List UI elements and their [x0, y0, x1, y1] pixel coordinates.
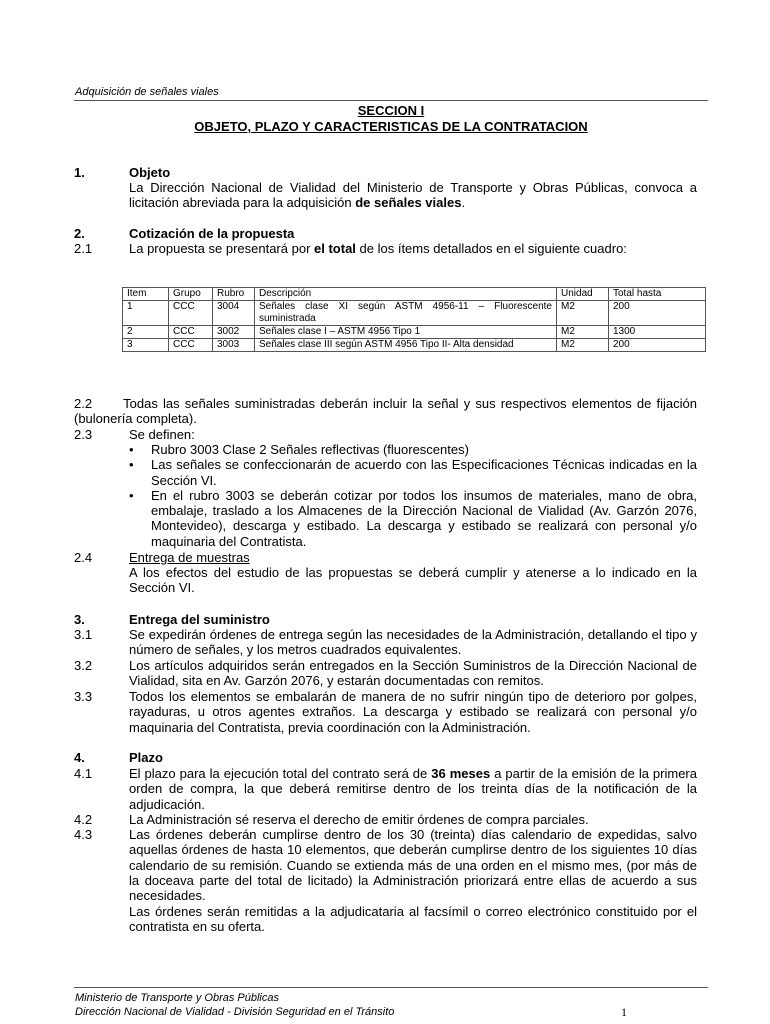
s21-paragraph [129, 241, 709, 256]
table-row [123, 301, 706, 326]
col-header-rubro: Rubro [213, 288, 255, 301]
col-header-item: Item [123, 288, 169, 301]
footer-division: Dirección Nacional de Vialidad - División Seguridad en el Tránsito [75, 1006, 395, 1018]
s4-number: 4. [74, 750, 85, 765]
cell-total: 1300 [609, 326, 706, 339]
cell-grupo: CCC [169, 326, 213, 339]
s2-heading: Cotización de la propuesta [129, 226, 295, 241]
list-item: • En el rubro 3003 se deberán cotizar por todos los insumos de materiales, mano de obra, embalaje, traslado a los Almacenes de la Dirección Nacional de Vialidad (Av. Garzón 2076, Montevideo), descarga y estibado. La descarga y estibado se realizará con personal y/o maquinaria del Contratista. [129, 488, 697, 549]
items-table [122, 287, 706, 352]
list-item: • Rubro 3003 Clase 2 Señales reflectivas (fluorescentes) [129, 442, 697, 457]
table-row [123, 339, 706, 352]
s22-text: Todas las señales suministradas deberán incluir la señal y sus respectivos elementos de fijación (bulonería completa). [74, 396, 697, 427]
s3-number: 3. [74, 612, 85, 627]
s23-number: 2.3 [74, 427, 93, 442]
s41-paragraph [129, 766, 697, 812]
s31-paragraph: Se expedirán órdenes de entrega según las necesidades de la Administración, detallando el tipo y número de señales, y los metros cuadrados equivalentes. [129, 627, 697, 658]
s42-paragraph: La Administración sé reserva el derecho de emitir órdenes de compra parciales. [129, 812, 589, 827]
s41-text-a: El plazo para la ejecución total del contrato será de [129, 766, 432, 781]
s24-number: 2.4 [74, 550, 93, 565]
cell-total: 200 [609, 301, 706, 326]
s1-text-a: La Dirección Nacional de Vialidad del Ministerio de Transporte y Obras Públicas, convoca a licitación abreviada para la adquisición [129, 180, 697, 211]
s41-number: 4.1 [74, 766, 93, 781]
footer-rule [74, 987, 708, 988]
s33-number: 3.3 [74, 689, 93, 704]
cell-grupo: CCC [169, 301, 213, 326]
cell-rubro: 3002 [213, 326, 255, 339]
section-title: OBJETO, PLAZO Y CARACTERISTICAS DE LA CONTRATACION [194, 119, 588, 134]
s43-number: 4.3 [74, 827, 93, 842]
s32-paragraph: Los artículos adquiridos serán entregados en la Sección Suministros de la Dirección Nacional de Vialidad, sita en Av. Garzón 2076, y estarán documentadas con remitos. [129, 658, 697, 689]
col-header-grupo: Grupo [169, 288, 213, 301]
cell-item: 2 [123, 326, 169, 339]
cell-rubro: 3004 [213, 301, 255, 326]
s24-heading: Entrega de muestras [129, 550, 250, 565]
s41-text-c: a partir de la emisión de la primera orden de compra, la que deberá remitirse dentro de los treinta días de la notificación de la adjudicación. [129, 766, 697, 812]
s43-paragraph-2: Las órdenes serán remitidas a la adjudicataria al facsímil o correo electrónico constituido por el contratista en su oferta. [129, 904, 697, 935]
cell-grupo: CCC [169, 339, 213, 352]
s1-paragraph [129, 180, 697, 211]
cell-unidad: M2 [557, 326, 609, 339]
s21-number: 2.1 [74, 241, 93, 256]
s21-text-a: La propuesta se presentará por [129, 241, 315, 256]
header-rule [74, 100, 708, 101]
cell-item: 1 [123, 301, 169, 326]
table-header-row [123, 288, 706, 301]
s31-number: 3.1 [74, 627, 93, 642]
cell-descripcion: Señales clase XI según ASTM 4956-11 – Fluorescente suministrada [255, 301, 557, 326]
s4-heading: Plazo [129, 750, 163, 765]
table-row [123, 326, 706, 339]
s1-heading: Objeto [129, 165, 171, 180]
s21-text-bold: el total [314, 241, 356, 256]
cell-unidad: M2 [557, 301, 609, 326]
s23-bullet-list [129, 442, 697, 549]
cell-total: 200 [609, 339, 706, 352]
cell-descripcion: Señales clase III según ASTM 4956 Tipo II- Alta densidad [255, 339, 557, 352]
s42-number: 4.2 [74, 812, 93, 827]
page-number: 1 [621, 1005, 627, 1019]
s1-number: 1. [74, 165, 85, 180]
s41-text-bold: 36 meses [431, 766, 491, 781]
list-item: • Las señales se confeccionarán de acuerdo con las Especificaciones Técnicas indicadas en la Sección VI. [129, 457, 697, 488]
section-label: SECCION I [357, 103, 425, 118]
cell-unidad: M2 [557, 339, 609, 352]
s24-paragraph: A los efectos del estudio de las propuestas se deberá cumplir y atenerse a lo indicado en la Sección VI. [129, 565, 697, 596]
col-header-descripcion: Descripción [255, 288, 557, 301]
cell-item: 3 [123, 339, 169, 352]
cell-descripcion: Señales clase I – ASTM 4956 Tipo 1 [255, 326, 557, 339]
s32-number: 3.2 [74, 658, 93, 673]
s22-number: 2.2 [74, 396, 93, 411]
s2-number: 2. [74, 226, 85, 241]
running-header: Adquisición de señales viales [75, 86, 219, 98]
s1-text-bold: de señales viales [355, 195, 462, 211]
col-header-unidad: Unidad [557, 288, 609, 301]
s23-intro: Se definen: [129, 427, 195, 442]
col-header-total: Total hasta [609, 288, 706, 301]
s3-heading: Entrega del suministro [129, 612, 270, 627]
s33-paragraph: Todos los elementos se embalarán de manera de no sufrir ningún tipo de deterioro por golpes, rayaduras, u otros agentes extraños. La descarga y estibado se realizará con personal y/o maquinaria del Contratista, previa coordinación con la Administración. [129, 689, 697, 735]
s43-paragraph: Las órdenes deberán cumplirse dentro de los 30 (treinta) días calendario de expedidas, salvo aquellas órdenes de hasta 10 elementos, que deberán cumplirse dentro de los siguientes 10 días calendario de su remisión. Cuando se extienda más de una orden en el mismo mes, (por más de la doceava parte del total de licitado) la Administración priorizará entre ellas de acuerdo a sus necesidades. [129, 827, 697, 904]
footer-ministry: Ministerio de Transporte y Obras Públicas [75, 992, 279, 1004]
s22-paragraph [74, 396, 697, 427]
s21-text-c: de los ítems detallados en el siguiente cuadro: [355, 241, 627, 256]
s1-text-c: . [461, 195, 466, 211]
cell-rubro: 3003 [213, 339, 255, 352]
